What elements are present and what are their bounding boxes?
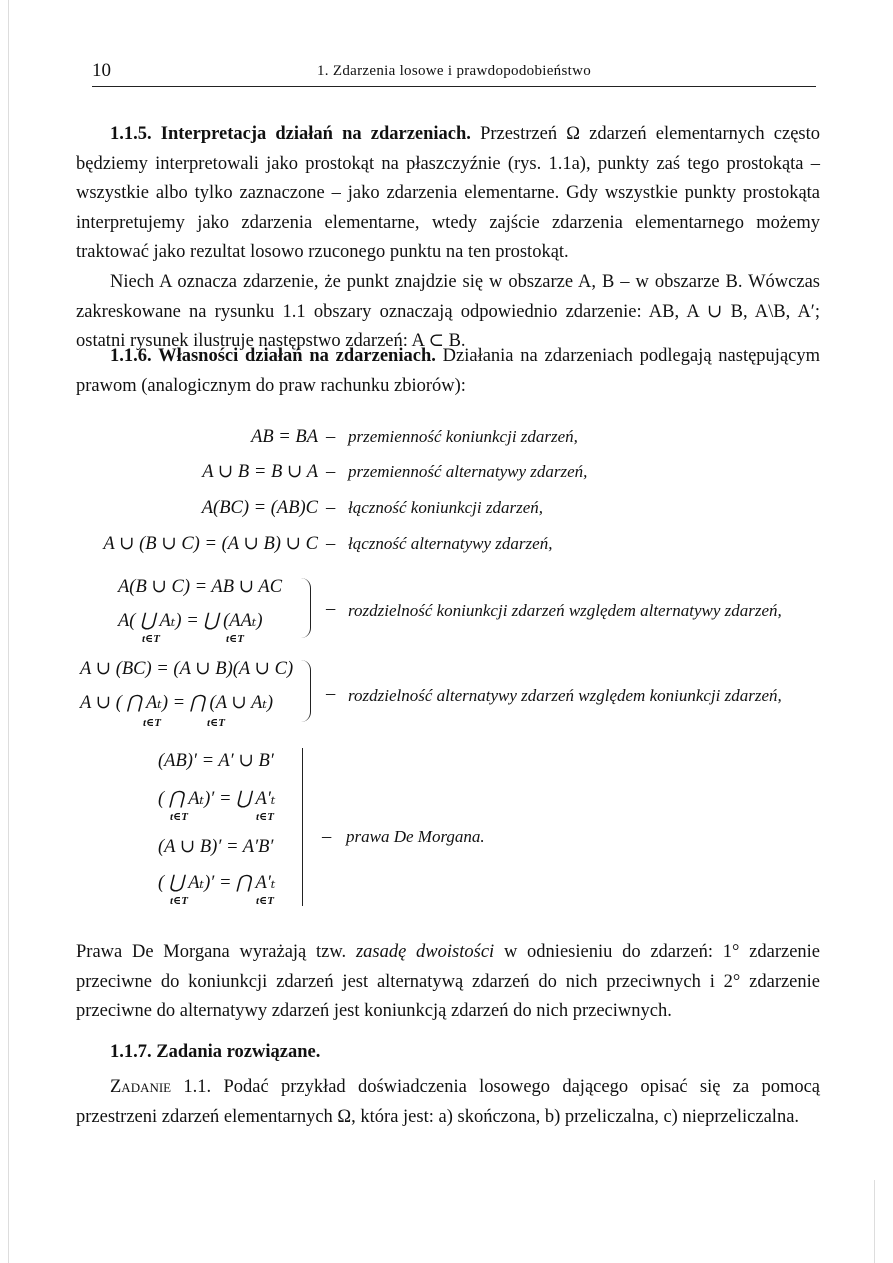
law-dash: – (326, 462, 336, 482)
index-subscript: t∈T (170, 811, 188, 823)
section-1-1-6 (76, 342, 820, 401)
law-dash: – (322, 827, 332, 847)
law-formula: A ∪ B = B ∪ A (202, 462, 318, 482)
law-description: przemienność koniunkcji zdarzeń, (348, 427, 578, 446)
exercise-text: Podać przykład doświadczenia losowego dającego opisać się za pomocą przestrzeni zdarzeń elementarnych Ω, która jest: a) skończona, b) przeliczalna, c) nieprzeliczalna. (76, 1077, 821, 1127)
law-description: prawa De Morgana. (346, 827, 485, 846)
page-header (92, 60, 816, 84)
law-formula: A ∪ (BC) = (A ∪ B)(A ∪ C) (80, 659, 294, 679)
law-formula: (AB)′ = A′ ∪ B′ (158, 751, 274, 771)
law-description: rozdzielność alternatywy zdarzeń względem koniunkcji zdarzeń, (348, 686, 782, 705)
emphasis: zasadę dwoistości (355, 942, 495, 962)
law-description: rozdzielność koniunkcji zdarzeń względem alternatywy zdarzeń, (348, 601, 782, 620)
index-subscript: t∈T (142, 633, 160, 645)
law-dash: – (326, 427, 336, 447)
paragraph: Działania na zdarzeniach podlegają następującym prawom (analogicznym do praw rachunku zbiorów): (76, 346, 821, 396)
law-dash: – (326, 498, 336, 518)
header-rule (92, 86, 816, 87)
law-dash: – (326, 534, 336, 554)
running-title: 1. Zdarzenia losowe i prawdopodobieństwo (316, 63, 592, 79)
law-formula: A(BC) = (AB)C (201, 498, 318, 518)
text-run: w odniesieniu do zdarzeń: 1° zdarzenie przeciwne do koniunkcji zdarzeń jest alternatywą zdarzeń do nich przeciwnych i 2° zdarzenie przeciwne do alternatywy zdarzeń jest koniunkcją zdarzeń do nich przeciwnych. (76, 942, 821, 1022)
bracket-line (302, 748, 303, 906)
law-formula: A ∪ (B ∪ C) = (A ∪ B) ∪ C (103, 534, 318, 554)
index-subscript: t∈T (226, 633, 244, 645)
law-formula: ( ⋃ Aₜ)′ = ⋂ A′ₜ (158, 873, 276, 893)
law-dash: – (326, 599, 336, 619)
section-heading: 1.1.5. Interpretacja działań na zdarzeniach. (110, 124, 471, 144)
closing-paragraph (76, 938, 820, 1027)
paragraph: Niech A oznacza zdarzenie, że punkt znajdzie się w obszarze A, B – w obszarze B. Wówczas zakreskowane na rysunku 1.1 obszary oznaczają odpowiednio zdarzenie: AB, A ∪ B, A\B, A′; ostatni rysunek ilustruje następstwo zdarzeń: A ⊂ B. (76, 271, 820, 352)
law-description: przemienność alternatywy zdarzeń, (348, 462, 588, 481)
right-brace (300, 578, 311, 638)
law-formula: ( ⋂ Aₜ)′ = ⋃ A′ₜ (158, 789, 276, 809)
section-heading: 1.1.6. Własności działań na zdarzeniach. (110, 346, 436, 366)
index-subscript: t∈T (170, 895, 188, 907)
index-subscript: t∈T (207, 717, 225, 729)
law-dash: – (326, 684, 336, 704)
law-formula: (A ∪ B)′ = A′B′ (158, 837, 274, 857)
index-subscript: t∈T (143, 717, 161, 729)
exercise-1-1 (76, 1073, 820, 1132)
exercise-label: Zadanie 1.1. (110, 1077, 212, 1097)
index-subscript: t∈T (256, 895, 274, 907)
text-run: Prawa De Morgana wyrażają tzw. (76, 942, 347, 962)
law-description: łączność alternatywy zdarzeń, (348, 534, 553, 553)
index-subscript: t∈T (256, 811, 274, 823)
scan-edge-left (8, 0, 9, 1263)
right-brace (300, 660, 311, 722)
law-formula: A(B ∪ C) = AB ∪ AC (118, 577, 283, 597)
paragraph: Przestrzeń Ω zdarzeń elementarnych często będziemy interpretowali jako prostokąt na płaszczyźnie (rys. 1.1a), punkty zaś tego prostokąta – wszystkie albo tylko zaznaczone – jako zdarzenia elementarne. Gdy wszystkie punkty prostokąta interpretujemy jako zdarzenia elementarne, wtedy zajście zdarzenia elementarnego możemy traktować jako rezultat losowo rzuconego punktu na ten prostokąt. (76, 124, 820, 263)
law-formula: AB = BA (251, 427, 318, 447)
page-number: 10 (92, 60, 111, 81)
section-1-1-5 (76, 120, 820, 357)
law-formula: A( ⋃ Aₜ) = ⋃ (AAₜ) (118, 611, 263, 631)
law-formula: A ∪ ( ⋂ Aₜ) = ⋂ (A ∪ Aₜ) (80, 693, 274, 713)
law-description: łączność koniunkcji zdarzeń, (348, 498, 543, 517)
scan-edge-right (874, 1180, 875, 1263)
section-heading: 1.1.7. Zadania rozwiązane. (110, 1042, 321, 1062)
section-1-1-7 (76, 1038, 820, 1068)
